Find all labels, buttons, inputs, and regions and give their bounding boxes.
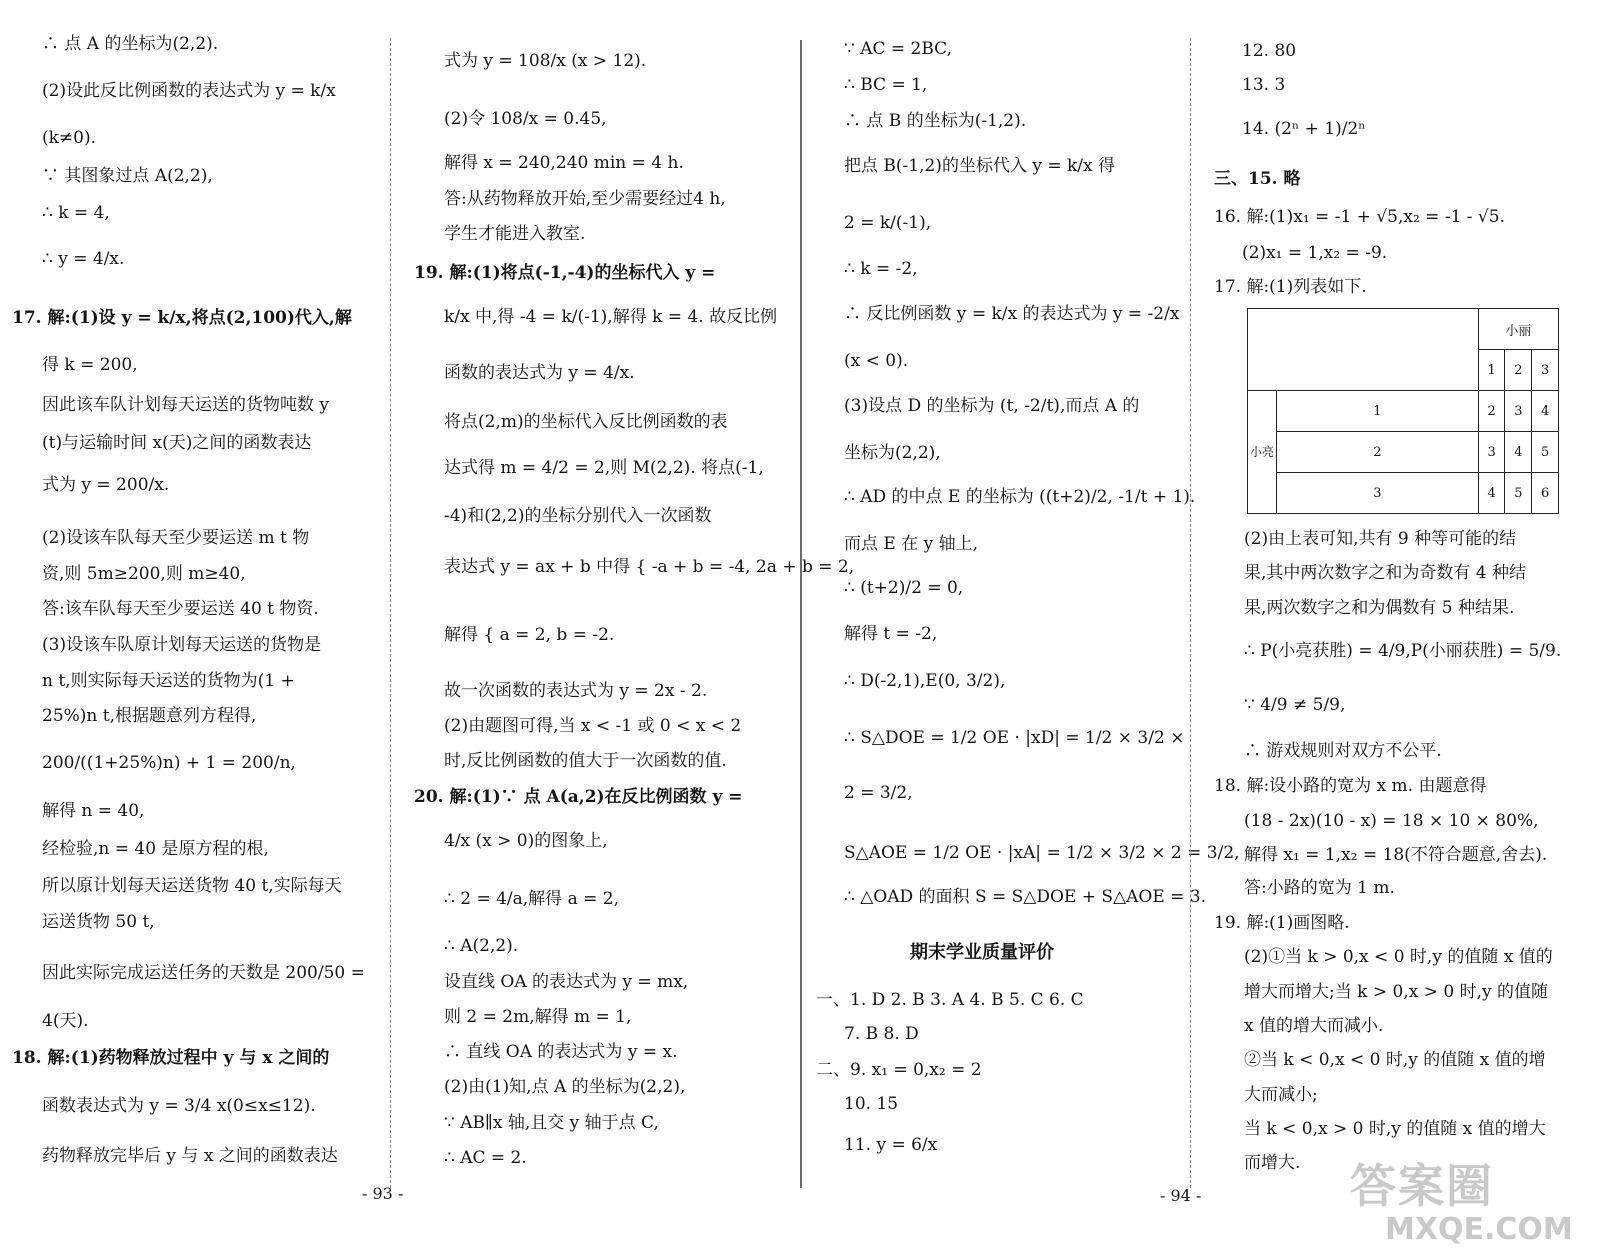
table-cell: 4 (1532, 391, 1559, 432)
text-line: 解得 n = 40, (42, 801, 145, 821)
answer-line: 二、9. x₁ = 0,x₂ = 2 (816, 1060, 982, 1080)
text-line: ∴ 点 A 的坐标为(2,2). (42, 34, 219, 54)
question-heading: 17. 解:(1)列表如下. (1214, 277, 1367, 297)
table-cell: 1 (1277, 391, 1479, 432)
text-line: ∴ P(小亮获胜) = 4/9,P(小丽获胜) = 5/9. (1244, 641, 1562, 661)
question-heading: 16. 解:(1)x₁ = -1 + √5,x₂ = -1 - √5. (1214, 207, 1505, 227)
answer-line: 10. 15 (844, 1094, 899, 1114)
text-line: 式为 y = 108/x (x > 12). (444, 51, 647, 71)
text-line: 解得 { a = 2, b = -2. (444, 625, 615, 645)
table-header-cell: 1 (1478, 350, 1505, 391)
table-cell: 4 (1478, 473, 1505, 514)
text-line: ∵ 其图象过点 A(2,2), (42, 166, 213, 186)
table-cell: 6 (1532, 473, 1559, 514)
text-line: 函数的表达式为 y = 4/x. (444, 363, 635, 383)
answer-line: 一、1. D 2. B 3. A 4. B 5. C 6. C (816, 990, 1084, 1010)
question-heading: 18. 解:(1)药物释放过程中 y 与 x 之间的 (12, 1048, 330, 1068)
text-line: 解得 x₁ = 1,x₂ = 18(不符合题意,舍去). (1244, 845, 1548, 865)
text-line: ∵ AC = 2BC, (844, 39, 952, 59)
text-line: 因此该车队计划每天运送的货物吨数 y (42, 395, 330, 415)
text-line: 坐标为(2,2), (844, 443, 941, 463)
text-line: 函数表达式为 y = 3/4 x(0≤x≤12). (42, 1096, 316, 1116)
text-line: 2 = k/(-1), (844, 213, 932, 233)
text-line: (2)令 108/x = 0.45, (444, 109, 607, 129)
text-line: 药物释放完毕后 y 与 x 之间的函数表达 (42, 1146, 338, 1166)
table-row (1248, 473, 1559, 514)
section-title: 期末学业质量评价 (910, 942, 1054, 963)
text-line: 将点(2,m)的坐标代入反比例函数的表 (444, 412, 728, 432)
text-line: 把点 B(-1,2)的坐标代入 y = k/x 得 (844, 156, 1116, 176)
table-header-cell: 3 (1532, 350, 1559, 391)
table-row (1248, 432, 1559, 473)
question-heading: 20. 解:(1)∵ 点 A(a,2)在反比例函数 y = (414, 787, 743, 807)
table-cell: 2 (1277, 432, 1479, 473)
text-line: ∴ S△DOE = 1/2 OE · |xD| = 1/2 × 3/2 × (844, 728, 1185, 748)
question-heading: 17. 解:(1)设 y = k/x,将点(2,100)代入,解 (12, 308, 352, 328)
text-line: ∴ (t+2)/2 = 0, (844, 578, 964, 598)
column-divider (390, 38, 391, 1188)
table-corner (1248, 309, 1479, 391)
table-col-header: 小丽 (1478, 309, 1558, 350)
text-line: 4/x (x > 0)的图象上, (444, 831, 608, 851)
text-line: (2)由题图可得,当 x < -1 或 0 < x < 2 (444, 716, 742, 736)
question-heading: 19. 解:(1)画图略. (1214, 913, 1350, 933)
column-divider (1190, 38, 1191, 1188)
text-line: 式为 y = 200/x. (42, 475, 170, 495)
text-line: ∵ AB∥x 轴,且交 y 轴于点 C, (444, 1113, 659, 1133)
text-line: 13. 3 (1242, 75, 1286, 95)
text-line: (2)①当 k > 0,x < 0 时,y 的值随 x 值的 (1244, 947, 1553, 967)
text-line: ∴ 游戏规则对双方不公平. (1244, 741, 1442, 761)
text-line: 大而减小; (1244, 1085, 1318, 1105)
page-number: - 94 - (1160, 1186, 1202, 1205)
text-line: x 值的增大而减小. (1244, 1016, 1384, 1036)
table-cell: 3 (1277, 473, 1479, 514)
watermark-url: MXQE.COM (1385, 1212, 1573, 1247)
table-cell: 5 (1505, 473, 1532, 514)
text-line: ∴ D(-2,1),E(0, 3/2), (844, 671, 1006, 691)
text-line: ∴ 2 = 4/a,解得 a = 2, (444, 889, 619, 909)
table-cell: 5 (1532, 432, 1559, 473)
table-cell: 4 (1505, 432, 1532, 473)
text-line: 资,则 5m≥200,则 m≥40, (42, 564, 246, 584)
text-line: 得 k = 200, (42, 355, 138, 375)
text-line: 果,其中两次数字之和为奇数有 4 种结 (1244, 563, 1527, 583)
text-line: 当 k < 0,x > 0 时,y 的值随 x 值的增大 (1244, 1119, 1546, 1139)
text-line: 表达式 y = ax + b 中得 { -a + b = -4, 2a + b = 2, (444, 557, 855, 577)
text-line: (3)设点 D 的坐标为 (t, -2/t),而点 A 的 (844, 396, 1140, 416)
text-line: ∴ 点 B 的坐标为(-1,2). (844, 111, 1027, 131)
page-divider (800, 40, 802, 1188)
answer-line: 11. y = 6/x (844, 1135, 938, 1155)
text-line: (2)x₁ = 1,x₂ = -9. (1242, 243, 1388, 263)
watermark-text: 答案圈 (1350, 1159, 1494, 1213)
text-line: 经检验,n = 40 是原方程的根, (42, 839, 269, 859)
text-line: ∴ 反比例函数 y = k/x 的表达式为 y = -2/x (844, 304, 1180, 324)
text-line: ∴ 直线 OA 的表达式为 y = x. (444, 1042, 678, 1062)
text-line: (k≠0). (42, 128, 97, 148)
text-line: ∴ BC = 1, (844, 75, 928, 95)
table-cell: 3 (1478, 432, 1505, 473)
text-line: ∴ AC = 2. (444, 1148, 527, 1168)
text-line: 而增大. (1244, 1153, 1301, 1173)
watermark-logo (1345, 1150, 1595, 1260)
question-heading: 18. 解:设小路的宽为 x m. 由题意得 (1214, 776, 1487, 796)
text-line: 学生才能进入教室. (444, 224, 586, 244)
text-line: 果,两次数字之和为偶数有 5 种结果. (1244, 598, 1515, 618)
text-line: (x < 0). (844, 351, 909, 371)
page-number: - 93 - (362, 1184, 404, 1203)
text-line: 解得 x = 240,240 min = 4 h. (444, 153, 684, 173)
text-line: (2)设该车队每天至少要运送 m t 物 (42, 528, 310, 548)
table-row-header: 小亮 (1248, 391, 1277, 514)
text-line: ∴ △OAD 的面积 S = S△DOE + S△AOE = 3. (844, 887, 1207, 907)
text-line: (2)由(1)知,点 A 的坐标为(2,2), (444, 1077, 686, 1097)
text-line: k/x 中,得 -4 = k/(-1),解得 k = 4. 故反比例 (444, 307, 778, 327)
text-line: -4)和(2,2)的坐标分别代入一次函数 (444, 506, 712, 526)
text-line: 时,反比例函数的值大于一次函数的值. (444, 751, 727, 771)
table-row (1248, 391, 1559, 432)
text-line: (2)由上表可知,共有 9 种等可能的结 (1244, 529, 1517, 549)
table-header-cell: 2 (1505, 350, 1532, 391)
text-line: 答:小路的宽为 1 m. (1244, 878, 1395, 898)
text-line: 答:从药物释放开始,至少需要经过4 h, (444, 189, 726, 209)
table-cell: 2 (1478, 391, 1505, 432)
text-line: 则 2 = 2m,解得 m = 1, (444, 1007, 632, 1027)
text-line: 答:该车队每天至少要运送 40 t 物资. (42, 599, 319, 619)
text-line: 200/((1+25%)n) + 1 = 200/n, (42, 753, 296, 773)
text-line: 运送货物 50 t, (42, 912, 155, 932)
text-line: ∴ k = 4, (42, 203, 110, 223)
text-line: 因此实际完成运送任务的天数是 200/50 = (42, 963, 365, 983)
text-line: 2 = 3/2, (844, 783, 913, 803)
text-line: ∵ 4/9 ≠ 5/9, (1244, 695, 1346, 715)
text-line: (18 - 2x)(10 - x) = 18 × 10 × 80%, (1244, 811, 1539, 831)
text-line: ∴ AD 的中点 E 的坐标为 ((t+2)/2, -1/t + 1). (844, 487, 1196, 507)
text-line: 而点 E 在 y 轴上, (844, 534, 979, 554)
text-line: 25%)n t,根据题意列方程得, (42, 706, 257, 726)
text-line: 故一次函数的表达式为 y = 2x - 2. (444, 681, 708, 701)
question-heading: 19. 解:(1)将点(-1,-4)的坐标代入 y = (414, 263, 716, 283)
text-line: 12. 80 (1242, 41, 1297, 61)
text-line: 4(天). (42, 1011, 89, 1031)
text-line: (2)设此反比例函数的表达式为 y = k/x (42, 81, 336, 101)
text-line: 所以原计划每天运送货物 40 t,实际每天 (42, 876, 342, 896)
text-line: 14. (2ⁿ + 1)/2ⁿ (1242, 119, 1366, 139)
table-cell: 3 (1505, 391, 1532, 432)
text-line: ∴ k = -2, (844, 259, 918, 279)
text-line: 设直线 OA 的表达式为 y = mx, (444, 972, 689, 992)
result-table (1247, 308, 1559, 514)
text-line: ②当 k < 0,x < 0 时,y 的值随 x 值的增 (1244, 1050, 1546, 1070)
text-line: (t)与运输时间 x(天)之间的函数表达 (42, 433, 312, 453)
answer-line: 7. B 8. D (844, 1024, 919, 1044)
text-line: ∴ A(2,2). (444, 936, 519, 956)
text-line: n t,则实际每天运送的货物为(1 + (42, 671, 295, 691)
text-line: (3)设该车队原计划每天运送的货物是 (42, 635, 322, 655)
text-line: 增大而增大;当 k > 0,x > 0 时,y 的值随 (1244, 982, 1548, 1002)
text-line: ∴ y = 4/x. (42, 249, 125, 269)
text-line: 达式得 m = 4/2 = 2,则 M(2,2). 将点(-1, (444, 458, 764, 478)
text-line: S△AOE = 1/2 OE · |xA| = 1/2 × 3/2 × 2 = 3/2, (844, 843, 1240, 863)
text-line: 解得 t = -2, (844, 624, 938, 644)
section-heading: 三、15. 略 (1214, 169, 1301, 189)
